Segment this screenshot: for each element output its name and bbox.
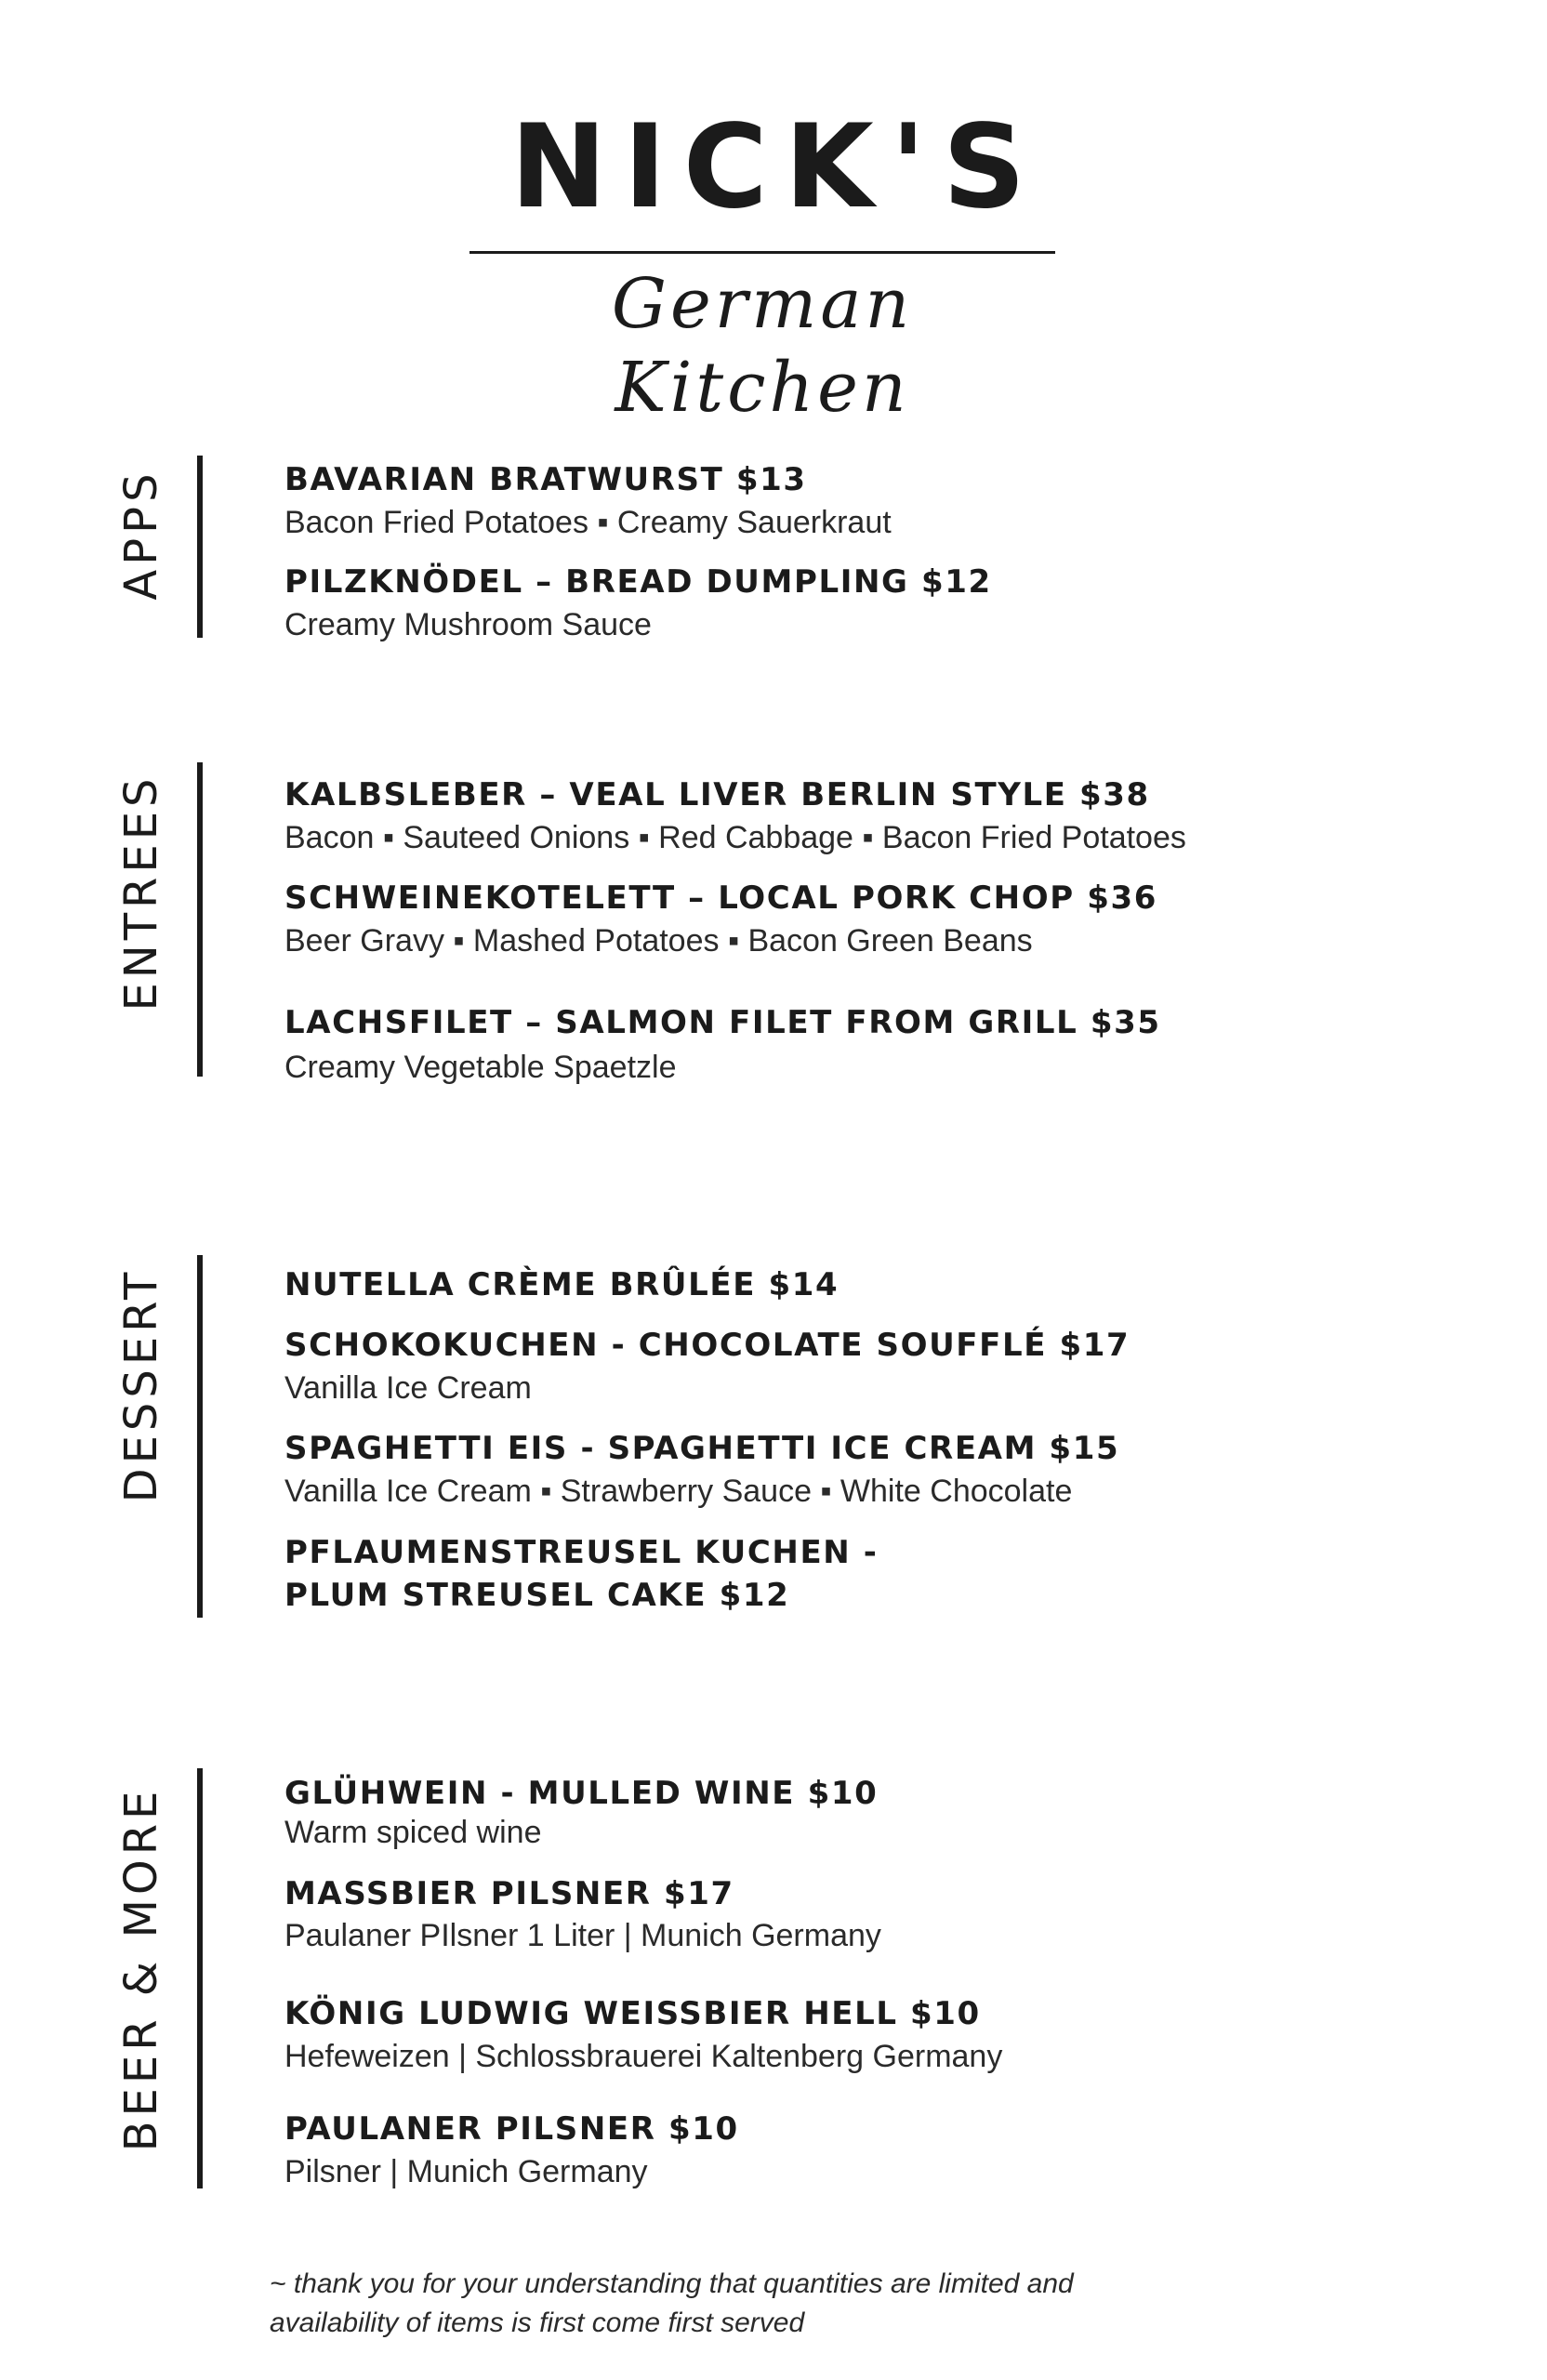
section-bar-apps [197, 456, 203, 638]
menu-item-name: KÖNIG LUDWIG WEISSBIER HELL $10 [284, 1995, 981, 2032]
footer-note [270, 2265, 1292, 2343]
section-label-dessert: DESSERT [115, 1267, 167, 1503]
menu-item-name: GLÜHWEIN - MULLED WINE $10 [284, 1775, 879, 1812]
menu-item-name: KALBSLEBER – VEAL LIVER BERLIN STYLE $38 [284, 776, 1150, 813]
menu-item-description: Beer Gravy ▪ Mashed Potatoes ▪ Bacon Green Beans [284, 923, 1033, 959]
menu-item-name-continued: PLUM STREUSEL CAKE $12 [284, 1577, 790, 1614]
menu-item-description: Bacon Fried Potatoes ▪ Creamy Sauerkraut [284, 505, 892, 540]
section-label-entrees: ENTREES [115, 774, 167, 1012]
menu-item-description: Bacon ▪ Sauteed Onions ▪ Red Cabbage ▪ Bacon Fried Potatoes [284, 820, 1186, 855]
section-bar-entrees [197, 762, 203, 1077]
brand-divider [469, 251, 1055, 254]
brand-subtitle: German Kitchen [611, 264, 914, 428]
menu-item-name: BAVARIAN BRATWURST $13 [284, 461, 807, 498]
menu-item-name: NUTELLA CRÈME BRÛLÉE $14 [284, 1266, 840, 1303]
section-bar-dessert [197, 1255, 203, 1618]
menu-item-name: PAULANER PILSNER $10 [284, 2110, 739, 2148]
menu-item-name: PFLAUMENSTREUSEL KUCHEN - [284, 1534, 879, 1571]
menu-item-description: Creamy Mushroom Sauce [284, 607, 652, 642]
menu-item-description: Vanilla Ice Cream ▪ Strawberry Sauce ▪ White Chocolate [284, 1474, 1073, 1509]
menu-item-name: SCHOKOKUCHEN - CHOCOLATE SOUFFLÉ $17 [284, 1327, 1130, 1364]
footer-note-line: ~ thank you for your understanding that quantities are limited and [270, 2268, 1074, 2299]
menu-item-name: MASSBIER PILSNER $17 [284, 1875, 734, 1912]
menu-item-name: LACHSFILET – SALMON FILET FROM GRILL $35 [284, 1004, 1161, 1041]
brand-title: NICK'S [509, 100, 1043, 234]
menu-item-description: Hefeweizen | Schlossbrauerei Kaltenberg Germany [284, 2039, 1003, 2074]
menu-item-description: Creamy Vegetable Spaetzle [284, 1050, 677, 1085]
menu-item-description: Pilsner | Munich Germany [284, 2154, 648, 2189]
menu-item-name: SPAGHETTI EIS - SPAGHETTI ICE CREAM $15 [284, 1430, 1120, 1467]
footer-note-line: availability of items is first come first served [270, 2307, 805, 2338]
menu-item-name: SCHWEINEKOTELETT – LOCAL PORK CHOP $36 [284, 879, 1157, 917]
section-label-apps: APPS [115, 469, 167, 601]
section-bar-beer-and-more [197, 1768, 203, 2188]
menu-item-description: Paulaner PIlsner 1 Liter | Munich Germany [284, 1918, 881, 1953]
menu-item-name: PILZKNÖDEL – BREAD DUMPLING $12 [284, 563, 992, 601]
menu-item-description: Warm spiced wine [284, 1815, 542, 1850]
menu-item-description: Vanilla Ice Cream [284, 1370, 532, 1406]
section-label-beer-and-more: BEER & MORE [115, 1786, 167, 2152]
